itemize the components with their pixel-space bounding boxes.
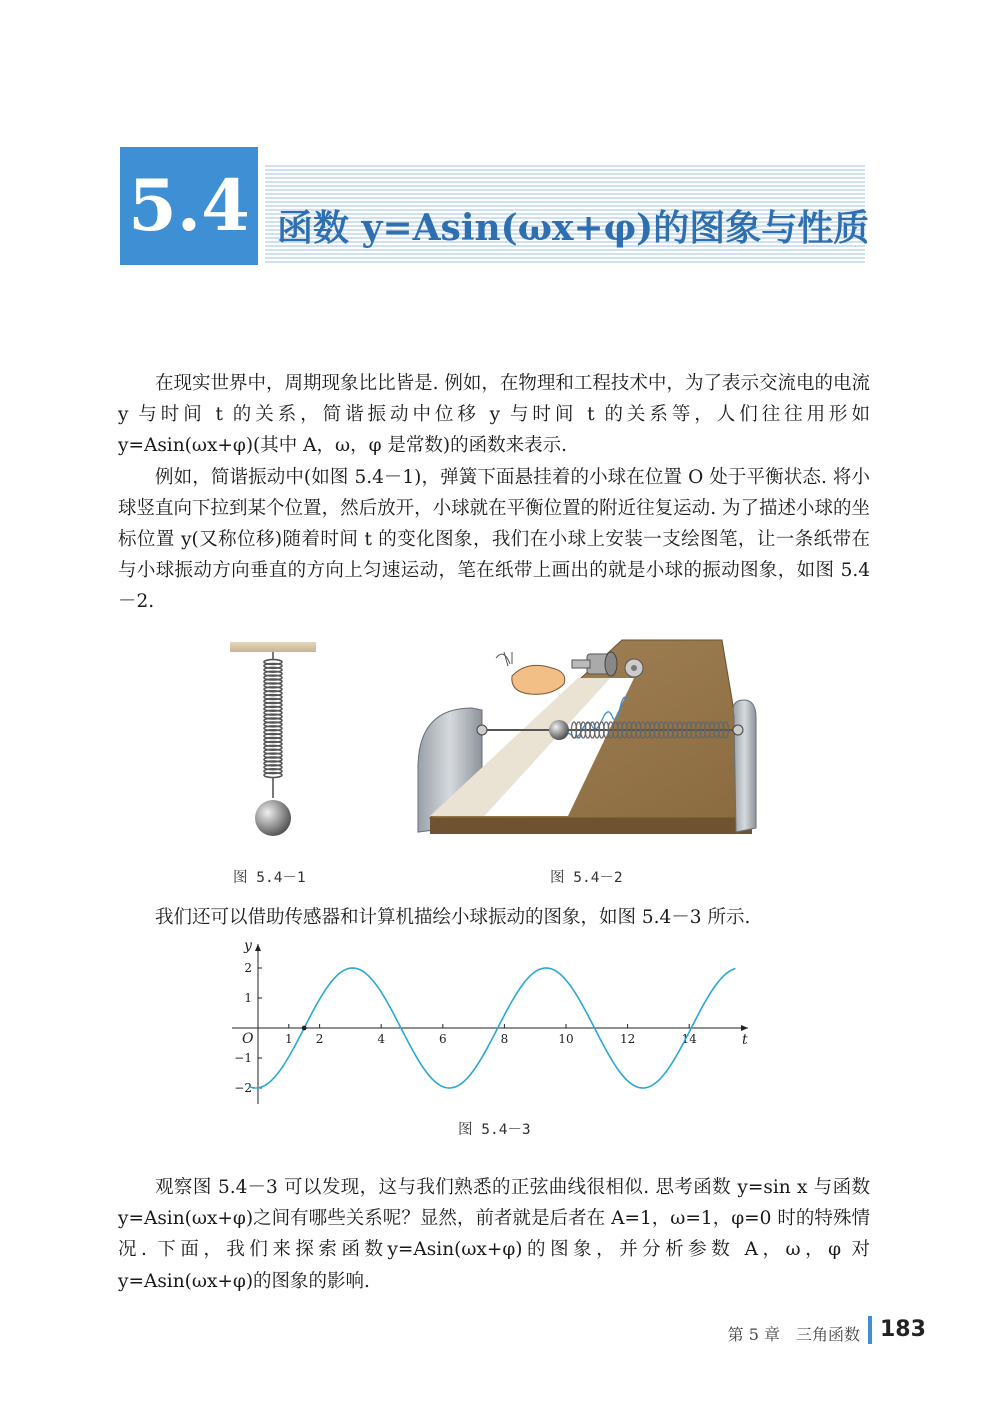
x-tick-label: 10 [558, 1032, 574, 1046]
ceiling [230, 642, 316, 652]
x-axis-arrow [741, 1025, 748, 1031]
caption-fig2: 图 5.4－2 [550, 870, 623, 886]
figure-apparatus [412, 638, 764, 840]
x-tick-label: 12 [619, 1032, 636, 1046]
x-tick-label: 4 [377, 1032, 386, 1046]
y-tick-label: 1 [244, 991, 252, 1005]
paragraph-3: 我们还可以借助传感器和计算机描绘小球振动的图象，如图 5.4－3 所示. [155, 907, 751, 928]
x-tick-label: 1 [284, 1032, 293, 1046]
chart-ticks [234, 938, 748, 1095]
x-axis-label: t [742, 1032, 748, 1048]
section-number: 5.4 [120, 147, 258, 265]
page-number: 183 [880, 1317, 926, 1342]
caption-fig1: 图 5.4－1 [233, 870, 306, 886]
section-title: 函数 y=Asin(ωx+φ)的图象与性质 [277, 207, 870, 249]
footer-chapter: 第 5 章 三角函数 [727, 1325, 860, 1344]
highlight-point [302, 1026, 307, 1031]
x-tick-label: 8 [500, 1032, 509, 1046]
y-axis-label: y [244, 938, 252, 954]
paragraph-4: 观察图 5.4－3 可以发现，这与我们熟悉的正弦曲线很相似. 思考函数 y=sin x 与函数 y=Asin(ωx+φ)之间有哪些关系呢？显然，前者就是后者在 A=1，ω=1，φ=0 时的特殊情况. 下面，我们来探索函数y=Asin(ωx+φ)的图象，并分析参数 A，ω，φ 对 y=Asin(ωx+φ)的图象的影响. [118, 1177, 870, 1292]
figure-spring-ball [220, 640, 330, 845]
vibration-chart [220, 932, 770, 1112]
intro-paragraphs [118, 368, 870, 618]
chart-axes [232, 944, 748, 1104]
spring [264, 660, 282, 778]
x-tick-label: 2 [315, 1032, 324, 1046]
origin-label: O [242, 1031, 254, 1047]
y-tick-label: −2 [234, 1081, 252, 1095]
y-tick-label: 2 [244, 961, 252, 975]
y-tick-label: −1 [234, 1051, 252, 1065]
paragraph-2: 例如，简谐振动中(如图 5.4－1)，弹簧下面悬挂着的小球在位置 O 处于平衡状态. 将小球竖直向下拉到某个位置，然后放开，小球就在平衡位置的附近往复运动. 为了描述小球的坐标位置 y(又称位移)随着时间 t 的变化图象，我们在小球上安装一支绘图笔，让一条纸带在与小球振动方向垂直的方向上匀速运动，笔在纸带上画出的就是小球的振动图象，如图 5.4－2. [118, 466, 870, 613]
paragraph-1: 在现实世界中，周期现象比比皆是. 例如，在物理和工程技术中，为了表示交流电的电流 y 与时间 t 的关系，简谐振动中位移 y 与时间 t 的关系等，人们往往用形如 y=Asin(ωx+φ)(其中 A，ω，φ 是常数)的函数来表示. [118, 373, 870, 457]
paragraph-4-wrap [118, 1172, 870, 1297]
paragraph-3-wrap [118, 902, 870, 933]
ball [255, 800, 291, 836]
spring-horizontal [571, 722, 728, 738]
caption-fig3: 图 5.4－3 [458, 1122, 531, 1138]
x-tick-label: 14 [681, 1032, 697, 1046]
spring-coil [264, 773, 282, 778]
ball-moving [549, 720, 569, 740]
footer-divider [868, 1316, 872, 1344]
x-tick-label: 6 [438, 1032, 447, 1046]
hand [512, 665, 565, 694]
y-axis-arrow [255, 944, 261, 951]
